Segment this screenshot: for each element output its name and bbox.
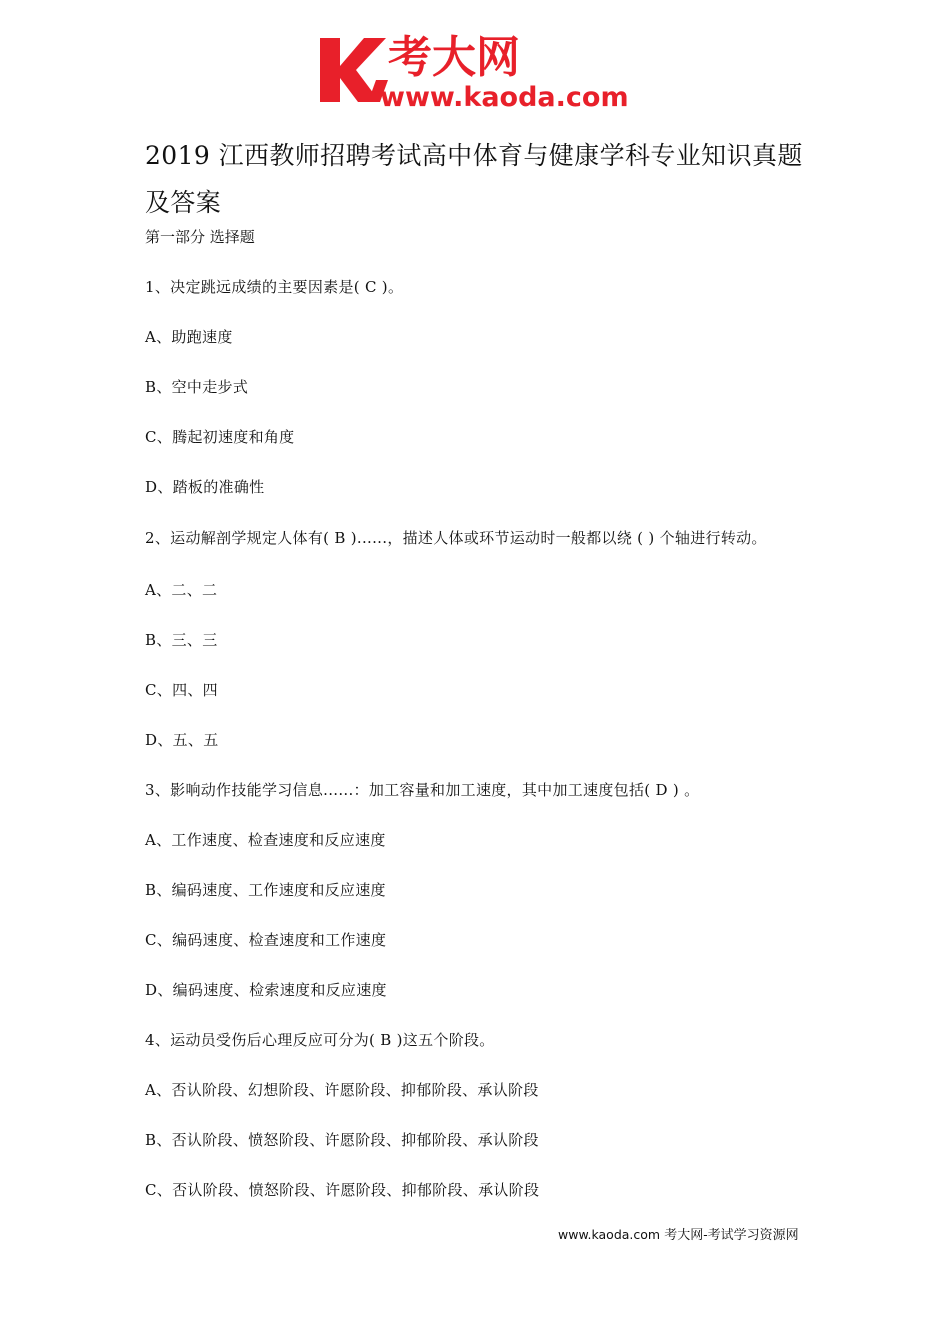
question-1: 1、决定跳远成绩的主要因素是( C )。 xyxy=(145,278,404,296)
footer-site-link[interactable]: www.kaoda.com xyxy=(558,1227,661,1242)
logo-url-text: www.kaoda.com xyxy=(380,82,629,110)
document-title: 2019 江西教师招聘考试高中体育与健康学科专业知识真题及答案 xyxy=(145,141,803,217)
q2-option-a: A、二、二 xyxy=(145,581,218,599)
q2-option-b: B、三、三 xyxy=(145,631,218,649)
q1-option-a: A、助跑速度 xyxy=(145,328,233,346)
section-heading: 第一部分 选择题 xyxy=(145,228,255,246)
kaoda-logo xyxy=(318,22,640,110)
q1-option-b: B、空中走步式 xyxy=(145,378,249,396)
page-footer xyxy=(558,1226,799,1245)
q1-option-d: D、踏板的准确性 xyxy=(145,478,265,496)
logo-brand-text: 考大网 xyxy=(388,32,520,83)
q3-option-a: A、工作速度、检查速度和反应速度 xyxy=(145,831,386,849)
logo-k-mark xyxy=(320,38,388,102)
question-4: 4、运动员受伤后心理反应可分为( B )这五个阶段。 xyxy=(145,1031,495,1049)
q3-option-c: C、编码速度、检查速度和工作速度 xyxy=(145,931,387,949)
question-3: 3、影响动作技能学习信息......：加工容量和加工速度，其中加工速度包括( D ) 。 xyxy=(145,781,700,799)
q3-option-b: B、编码速度、工作速度和反应速度 xyxy=(145,881,386,899)
q4-option-c: C、否认阶段、愤怒阶段、许愿阶段、抑郁阶段、承认阶段 xyxy=(145,1181,540,1199)
q4-option-a: A、否认阶段、幻想阶段、许愿阶段、抑郁阶段、承认阶段 xyxy=(145,1081,539,1099)
q2-option-d: D、五、五 xyxy=(145,731,219,749)
q4-option-b: B、否认阶段、愤怒阶段、许愿阶段、抑郁阶段、承认阶段 xyxy=(145,1131,539,1149)
question-list xyxy=(145,276,810,1229)
q1-option-c: C、腾起初速度和角度 xyxy=(145,428,295,446)
question-2: 2、运动解剖学规定人体有( B )......，描述人体或环节运动时一般都以绕 ( ) 个轴进行转动。 xyxy=(145,529,767,547)
q3-option-d: D、编码速度、检索速度和反应速度 xyxy=(145,981,387,999)
kaoda-logo-graphic xyxy=(318,22,640,110)
q2-option-c: C、四、四 xyxy=(145,681,218,699)
footer-text: 考大网-考试学习资源网 xyxy=(660,1228,799,1243)
